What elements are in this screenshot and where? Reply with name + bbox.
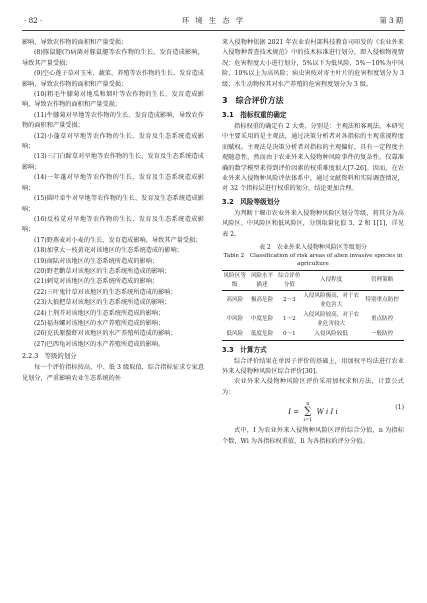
- equation-number: (1): [395, 404, 404, 412]
- paragraph: 综合评价结果在单因子评价的基础上，用加权平均法进行农业外来入侵物种风险区综合评价[30]。: [222, 357, 404, 375]
- section-heading-3-3: 3.3 计算方式: [222, 345, 267, 354]
- table-cell: 一般防控: [370, 331, 394, 338]
- paragraph: 每一个评价指标按高、中、低 3 级取值，综合指标征求专家意见划分，严重影响农业生态系统的外: [22, 364, 204, 382]
- list-item: (20)野老鹳草对该地区的生态系统所造成的影响；: [34, 267, 171, 275]
- table-cell: 0～1: [282, 331, 296, 338]
- table-header-cell: 风险水平描述: [247, 271, 276, 291]
- formula-rhs: W i I i: [316, 408, 338, 417]
- sum-lower-limit: i=1: [303, 417, 313, 424]
- summation-symbol: [303, 401, 312, 423]
- table-header-cell: 综合评价分值: [277, 271, 302, 291]
- table-row: [222, 310, 404, 329]
- list-item: (10)粗毛牛膝菊对地瓜和烟叶等农作物的生长、发育造成影响，导致农作物的面积和产量受损；: [22, 91, 204, 109]
- table-cell: 中度危险: [250, 316, 274, 323]
- table-cell: 2～3: [282, 297, 296, 304]
- paragraph: 来入侵物种依据 2021 年农业农村部科技教育司印发的《农业外来入侵物种普查技术规范》中的技术标准进行划分，即入侵植物视情况：危害程度大小进行划分，5%以下为低风险，5%～10%为中风险，10%以上为高风险；病虫害按对寄主叶片的危害程度划分为 3 级；水生动物按其对水产养殖的危害程度划分为 3 级。: [222, 39, 404, 88]
- paragraph: 为判断十堰市农业外来入侵物种风险区划分等级，将其分为高风险区、中风险区和低风险区，分别取量化值 3、2 和 1[1]，详见表 2。: [222, 209, 404, 238]
- table-cell: 极高危险: [250, 297, 274, 304]
- risk-level-table: [222, 270, 404, 341]
- issue-number: 第 3 期: [379, 16, 403, 25]
- list-item: (11)牛膝菊对旱地等农作物的生长、发育造成影响，导致农作物的面积和产量受损；: [22, 111, 204, 130]
- table-cell: 入侵风险较低: [314, 331, 348, 338]
- table-row: [222, 291, 404, 311]
- journal-title: 环 境 生 态 学: [181, 16, 246, 25]
- list-item: (17)野燕麦对小麦的生长、发育造成影响，导致其产量受损；: [34, 236, 202, 244]
- table-cell: 1～2: [282, 316, 296, 323]
- weighted-sum-formula: [222, 401, 404, 423]
- list-item: (15)圆叶牵牛对旱地等农作物的生长、发育及生态系统造成影响；: [22, 195, 204, 213]
- left-column: [22, 38, 204, 384]
- list-item: (18)加拿大一枝黄花对该地区的生态系统造成的影响；: [34, 247, 183, 255]
- sigma-icon: ∑: [304, 406, 312, 418]
- table-caption-english: Table 2 Classification of risk areas of alien invasive species in agriculture: [223, 253, 403, 268]
- table-header-cell: 风险区等级: [222, 271, 247, 291]
- page-number: · 82 ·: [24, 16, 43, 25]
- paragraph: 式中，I 为农业外来入侵物种风险区评价综合分值，n 为指标个数，Wi 为各指标权重值，Ii 为各指标的评分分值。: [222, 427, 404, 445]
- subsection-heading-2-2-3: 2.2.3 等级的划分: [22, 352, 77, 361]
- list-item: (27)巴西龟对该地区的水产养殖所造成的影响。: [34, 340, 165, 348]
- table-cell: 高风险: [226, 297, 244, 304]
- table-cell: 中风险: [226, 316, 244, 323]
- list-item: (19)商陆对该地区的生态系统所造成的影响；: [34, 257, 159, 265]
- list-item: (23)大狼把草对该地区的生态系统所造成的影响；: [34, 299, 171, 307]
- table-header-cell: 管理策略: [360, 271, 404, 291]
- table-cell: 低度危险: [250, 331, 274, 338]
- list-item: (12)小蓬草对旱地等农作物的生长、发育及生态系统造成影响；: [22, 132, 204, 151]
- list-item: 影响，导致农作物的面积和产量受损；: [22, 39, 128, 46]
- paragraph: 农业外来入侵物种风险区评价采用加权求和方法，计算公式为：: [222, 378, 404, 396]
- table-row: [222, 329, 404, 340]
- list-item: (24)土荆芥对该地区的生态系统所造成的影响；: [34, 309, 165, 317]
- list-item: (9)空心莲子草对玉米、蔬菜、养殖等农作物的生长、发育造成影响，导致农作物的面积和产量受损；: [22, 70, 204, 88]
- table-cell: 特别重点防控: [365, 297, 399, 304]
- table-cell: 重点防控: [370, 316, 394, 323]
- list-item: (25)福寿螺对该地区的水产养殖所造成的影响；: [34, 319, 165, 327]
- list-item: (22)三叶鬼针草对该地区的生态系统所造成的影响；: [34, 288, 177, 296]
- table-cell: 入侵风险较高，对于农业危害较大: [303, 312, 360, 327]
- right-column: [222, 38, 404, 447]
- section-heading-3: 3 综合评价方法: [222, 96, 284, 106]
- table-header-cell: 入侵程度: [302, 271, 360, 291]
- list-item: (14)一年蓬对旱地等农作物的生长、发育及生态系统造成影响；: [22, 174, 204, 192]
- table-cell: 低风险: [226, 331, 244, 338]
- list-item: (21)刺苋对该地区的生态系统所造成的影响；: [34, 278, 159, 286]
- section-heading-3-2: 3.2 风险等级划分: [222, 197, 280, 206]
- table-header-row: [222, 271, 404, 291]
- list-item: (8)豚鼠腿(?)病菌对豚鼠腿等农作物的生长、发育造成影响，导致其产量受损；: [22, 49, 204, 67]
- sum-upper-limit: n: [306, 401, 310, 408]
- running-header: [22, 14, 405, 31]
- table-cell: 入侵风险极高，对于农业危害大: [303, 293, 360, 308]
- list-item: (16)反枝苋对旱地等农作物的生长、发育及生态系统造成影响；: [22, 215, 204, 234]
- list-item: (26)克氏原螯虾对该地区的水产养殖所造成的影响；: [34, 330, 177, 338]
- formula-lhs: I =: [288, 408, 300, 417]
- list-item: (13)三门白蹄草对旱地等农作物的生长、发育及生态系统造成影响；: [22, 153, 204, 171]
- section-heading-3-1: 3.1 指标权重的确定: [222, 111, 287, 120]
- paragraph: 指标权重的确定有 2 大类，分别是：主观法和客观法。本研究中主要采用的是主观法，通过决策分析者对各指标的主观重视程度而赋权。主观法是决策分析者对指标的主观偏好，具有一定程度主观随意性，然而由于农业外来入侵物种风险事件的复杂性，仅靠准确的数学模型来得到评价因素的权重难度很大[7-26]。因而，在农业外来入侵物种风险评估体系中，通过文献资料和实际调查情况，对 32 个指标层进行权重的划分，结论更加合理。: [222, 123, 404, 193]
- table-caption: 表 2 农业外来入侵物种风险区等级划分: [259, 244, 367, 252]
